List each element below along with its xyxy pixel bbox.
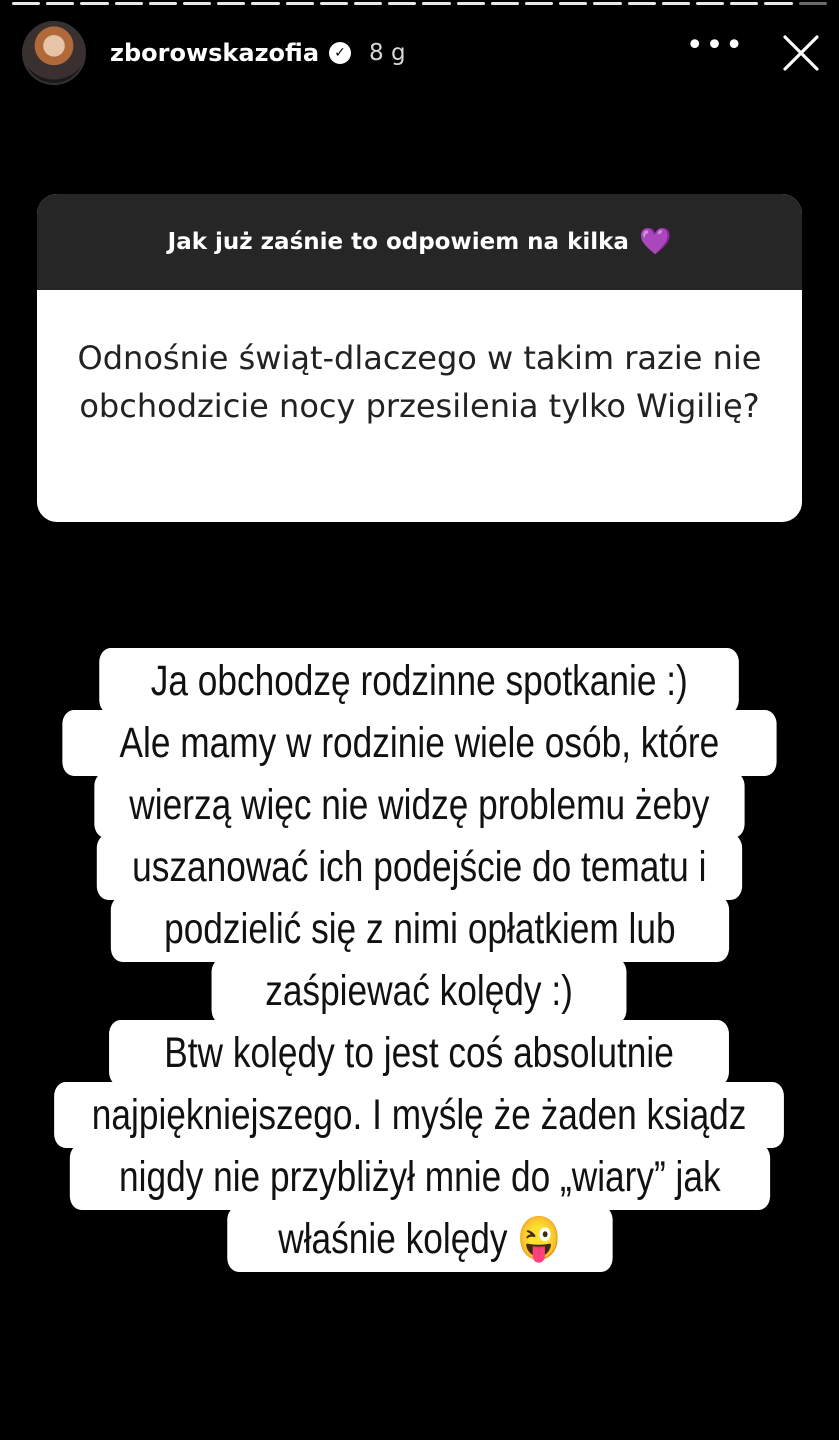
progress-segment xyxy=(662,2,690,5)
progress-segment xyxy=(593,2,621,5)
post-time: 8 g xyxy=(369,40,406,66)
progress-segment xyxy=(115,2,143,5)
avatar[interactable] xyxy=(22,21,86,85)
purple-heart-icon: 💜 xyxy=(638,227,672,257)
progress-segment xyxy=(217,2,245,5)
progress-segment xyxy=(457,2,485,5)
answer-line: wierzą więc nie widzę problemu żeby xyxy=(94,772,744,838)
close-icon[interactable] xyxy=(781,33,821,73)
progress-segment xyxy=(149,2,177,5)
progress-segment xyxy=(251,2,279,5)
progress-segment xyxy=(320,2,348,5)
answer-line: Ale mamy w rodzinie wiele osób, które xyxy=(63,710,777,776)
progress-segment xyxy=(696,2,724,5)
answer-line: Btw kolędy to jest coś absolutnie xyxy=(109,1020,729,1086)
progress-segment xyxy=(559,2,587,5)
progress-segment xyxy=(525,2,553,5)
progress-segment xyxy=(286,2,314,5)
story-progress-bar xyxy=(12,2,827,6)
progress-segment xyxy=(354,2,382,5)
answer-line: właśnie kolędy 😜 xyxy=(227,1206,612,1272)
answer-line: podzielić się z nimi opłatkiem lub xyxy=(110,896,728,962)
question-sticker-prompt xyxy=(37,194,802,290)
question-sticker[interactable] xyxy=(37,194,802,522)
progress-segment xyxy=(12,2,40,5)
progress-segment xyxy=(628,2,656,5)
progress-segment xyxy=(799,2,827,5)
progress-segment xyxy=(388,2,416,5)
answer-line: zaśpiewać kolędy :) xyxy=(212,958,627,1024)
username[interactable]: zborowskazofia xyxy=(110,39,320,67)
verified-badge-icon: ✓ xyxy=(329,42,351,64)
progress-segment xyxy=(491,2,519,5)
progress-segment xyxy=(730,2,758,5)
question-prompt-text: Jak już zaśnie to odpowiem na kilka xyxy=(167,229,629,255)
progress-segment xyxy=(183,2,211,5)
answer-line: uszanować ich podejście do tematu i xyxy=(97,834,742,900)
answer-line: najpiękniejszego. I myślę że żaden ksiądz xyxy=(55,1082,785,1148)
progress-segment xyxy=(46,2,74,5)
question-text: Odnośnie świąt-dlaczego w takim razie nie obchodzicie nocy przesilenia tylko Wigilię? xyxy=(77,339,762,425)
more-options-icon[interactable]: ••• xyxy=(685,28,745,63)
answer-line: Ja obchodzę rodzinne spotkanie :) xyxy=(99,648,739,714)
story-header xyxy=(22,18,821,88)
progress-segment xyxy=(80,2,108,5)
progress-segment xyxy=(764,2,792,5)
progress-segment xyxy=(422,2,450,5)
answer-line: nigdy nie przybliżył mnie do „wiary” jak xyxy=(70,1144,770,1210)
